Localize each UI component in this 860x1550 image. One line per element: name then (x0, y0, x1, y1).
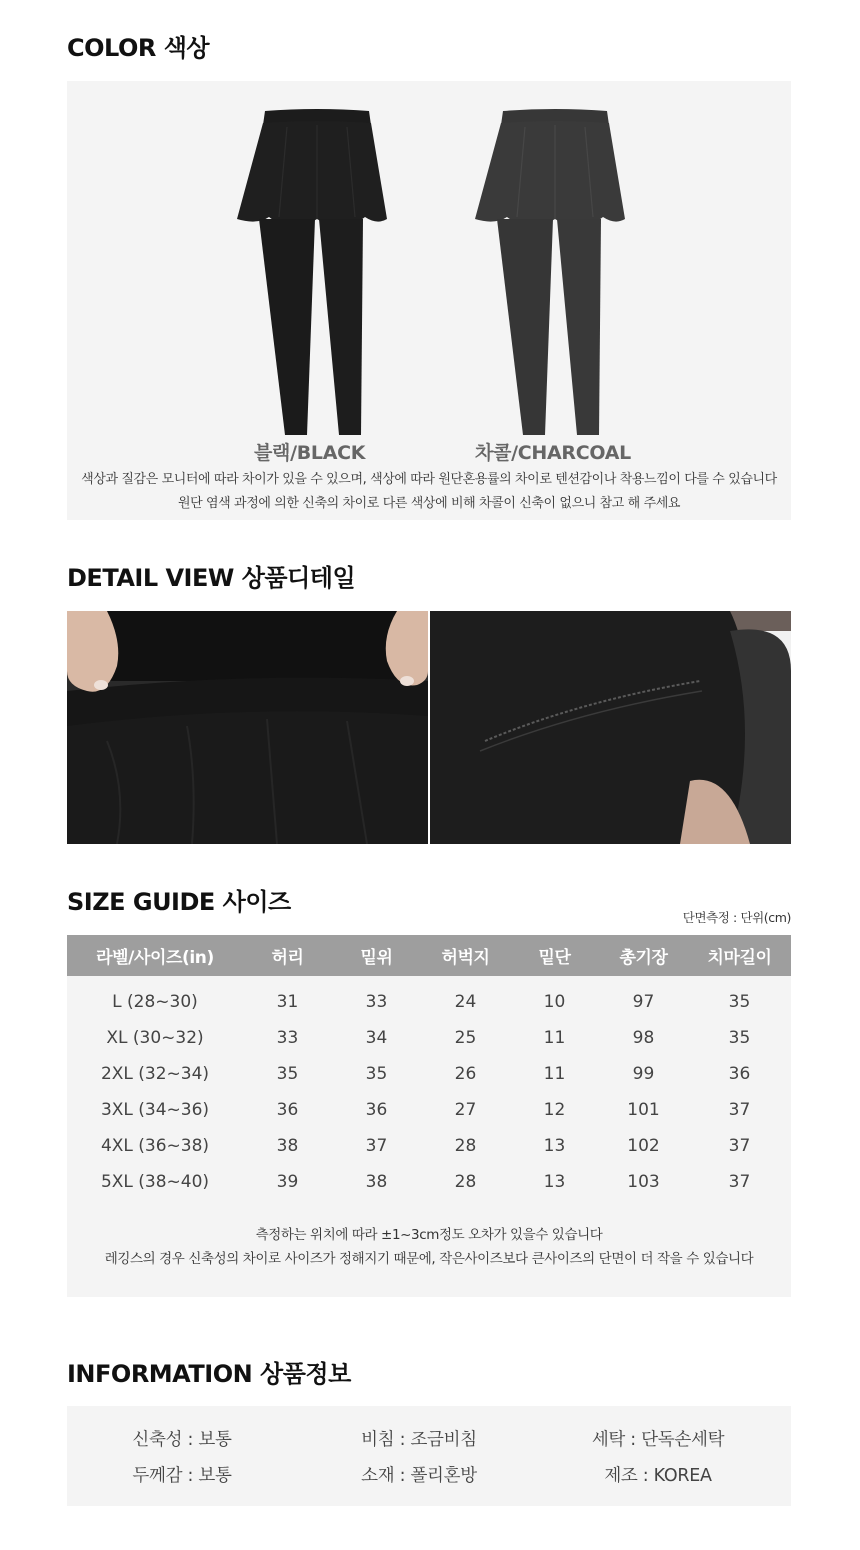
size-value-cell: 31 (276, 992, 299, 1012)
size-value-cell: 26 (454, 1064, 477, 1084)
size-value-cell: 10 (543, 992, 566, 1012)
left-leg-shape-black (259, 219, 315, 435)
size-value-cell: 35 (276, 1064, 299, 1084)
size-label-cell: L (28~30) (112, 992, 198, 1012)
size-value-cell: 25 (454, 1028, 477, 1048)
header-skirt-length: 치마길이 (688, 935, 791, 976)
size-table-row (67, 1164, 791, 1200)
size-value-cell: 34 (365, 1028, 388, 1048)
color-label-black: 블랙/BLACK (254, 442, 366, 464)
size-label-cell: 4XL (36~38) (100, 1136, 210, 1156)
header-thigh: 허벅지 (421, 935, 510, 976)
size-value-cell: 99 (632, 1064, 655, 1084)
size-value-cell: 38 (365, 1172, 388, 1192)
detail-image-waistband (67, 611, 428, 844)
header-waist: 허리 (243, 935, 332, 976)
size-value-cell: 39 (276, 1172, 299, 1192)
skirt-shape-black (237, 121, 387, 223)
size-table-row (67, 1020, 791, 1056)
size-table-row (67, 1128, 791, 1164)
size-value-cell: 28 (454, 1136, 477, 1156)
size-value-cell: 36 (365, 1100, 388, 1120)
color-label-charcoal: 차콜/CHARCOAL (475, 442, 631, 464)
size-value-cell: 12 (543, 1100, 566, 1120)
product-image-charcoal (475, 107, 635, 437)
info-material: 소재 : 폴리혼방 (361, 1466, 477, 1486)
size-value-cell: 37 (728, 1136, 751, 1156)
size-section-title: SIZE GUIDE 사이즈 (67, 888, 291, 916)
size-label-cell: XL (30~32) (106, 1028, 204, 1048)
info-manufacture: 제조 : KOREA (604, 1466, 712, 1486)
size-value-cell: 35 (728, 1028, 751, 1048)
size-value-cell: 36 (276, 1100, 299, 1120)
size-value-cell: 24 (454, 992, 477, 1012)
size-table-row (67, 976, 791, 1020)
header-rise: 밑위 (332, 935, 421, 976)
product-image-black (237, 107, 397, 437)
size-value-cell: 35 (365, 1064, 388, 1084)
detail-image-hem (430, 611, 791, 844)
size-unit-note: 단면측정 : 단위(cm) (682, 910, 791, 925)
size-value-cell: 97 (632, 992, 655, 1012)
size-value-cell: 27 (454, 1100, 477, 1120)
detail-section-title: DETAIL VIEW 상품디테일 (67, 564, 356, 592)
size-table (67, 935, 791, 1200)
size-note-1: 측정하는 위치에 따라 ±1~3cm정도 오차가 있을수 있습니다 (255, 1227, 603, 1243)
size-value-cell: 11 (543, 1028, 566, 1048)
size-value-cell: 38 (276, 1136, 299, 1156)
color-note-1: 색상과 질감은 모니터에 따라 차이가 있을 수 있으며, 색상에 따라 원단혼용률의 차이로 텐션감이나 착용느낌이 다를 수 있습니다 (81, 472, 777, 487)
size-value-cell: 36 (728, 1064, 751, 1084)
info-sheerness: 비침 : 조금비침 (361, 1430, 477, 1450)
size-value-cell: 37 (728, 1100, 751, 1120)
size-value-cell: 33 (365, 992, 388, 1012)
size-note-2: 레깅스의 경우 신축성의 차이로 사이즈가 정해지기 때문에, 작은사이즈보다 큰사이즈의 단면이 더 작을 수 있습니다 (104, 1251, 754, 1267)
color-note-2: 원단 염색 과정에 의한 신축의 차이로 다른 색상에 비해 차콜이 신축이 없으니 참고 해 주세요 (177, 496, 681, 511)
size-label-cell: 2XL (32~34) (100, 1064, 210, 1084)
size-value-cell: 102 (627, 1136, 660, 1156)
size-table-header (67, 935, 791, 976)
color-panel (67, 81, 791, 520)
size-value-cell: 13 (543, 1172, 566, 1192)
info-stretch: 신축성 : 보통 (132, 1430, 232, 1450)
color-section-title: COLOR 색상 (67, 34, 210, 62)
size-table-row (67, 1092, 791, 1128)
size-value-cell: 37 (728, 1172, 751, 1192)
header-label-size: 라벨/사이즈(in) (67, 935, 243, 976)
size-value-cell: 98 (632, 1028, 655, 1048)
size-value-cell: 37 (365, 1136, 388, 1156)
size-value-cell: 103 (627, 1172, 660, 1192)
size-value-cell: 11 (543, 1064, 566, 1084)
header-total-length: 총기장 (599, 935, 688, 976)
right-leg-shape-black (319, 219, 363, 435)
size-value-cell: 33 (276, 1028, 299, 1048)
size-table-row (67, 1056, 791, 1092)
info-thickness: 두께감 : 보통 (132, 1466, 232, 1486)
size-label-cell: 5XL (38~40) (100, 1172, 210, 1192)
info-washing: 세탁 : 단독손세탁 (591, 1430, 725, 1450)
size-value-cell: 28 (454, 1172, 477, 1192)
size-label-cell: 3XL (34~36) (100, 1100, 210, 1120)
size-value-cell: 13 (543, 1136, 566, 1156)
info-panel (67, 1406, 791, 1506)
size-panel (67, 935, 791, 1297)
size-value-cell: 35 (728, 992, 751, 1012)
size-value-cell: 101 (627, 1100, 660, 1120)
info-section-title: INFORMATION 상품정보 (67, 1360, 351, 1388)
header-hem: 밑단 (510, 935, 599, 976)
